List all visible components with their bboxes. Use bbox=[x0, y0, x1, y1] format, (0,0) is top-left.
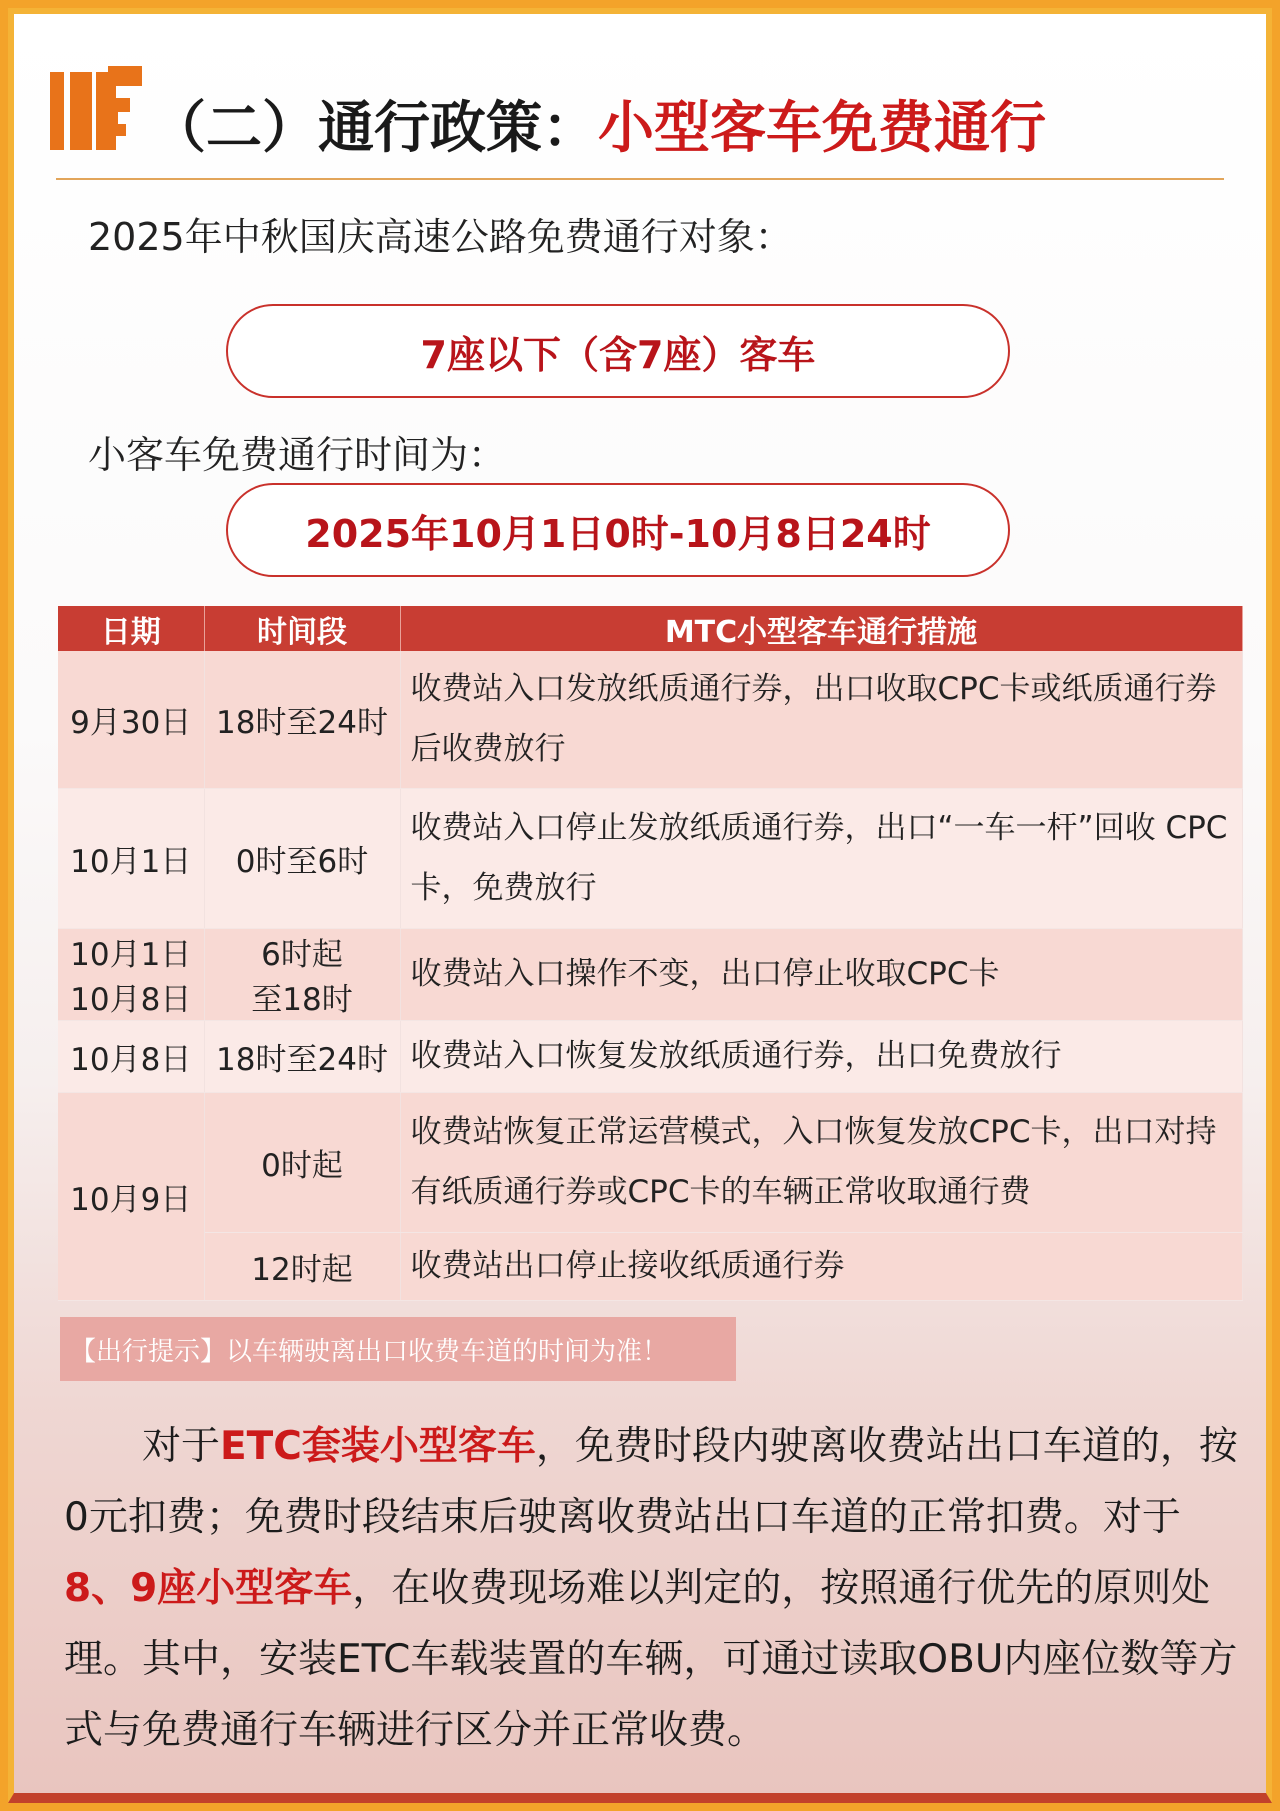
table-row bbox=[58, 788, 1242, 928]
date-cell: 10月1日 bbox=[58, 928, 204, 974]
free-time-pill: 2025年10月1日0时-10月8日24时 bbox=[226, 483, 1010, 577]
period-cell: 18时至24时 bbox=[204, 1020, 400, 1092]
period-cell: 0时至6时 bbox=[204, 788, 400, 928]
travel-tip: 【出行提示】以车辆驶离出口收费车道的时间为准！ bbox=[60, 1317, 736, 1381]
measure-cell: 收费站入口恢复发放纸质通行券，出口免费放行 bbox=[400, 1020, 1242, 1092]
title-highlight: 小型客车免费通行 bbox=[598, 96, 1046, 161]
schedule-table bbox=[58, 606, 1243, 1301]
free-object-label: 2025年中秋国庆高速公路免费通行对象： bbox=[88, 215, 793, 259]
measure-cell: 收费站入口停止发放纸质通行券，出口“一车一杆”回收 CPC 卡，免费放行 bbox=[400, 788, 1242, 928]
period-cell: 6时起 bbox=[204, 928, 400, 974]
period-cell: 0时起 bbox=[204, 1092, 400, 1232]
table-row bbox=[58, 1232, 1242, 1300]
page-frame bbox=[8, 8, 1272, 1803]
table-row bbox=[58, 651, 1242, 788]
table-row bbox=[58, 928, 1242, 974]
para-text-3: ，在收费现场难以判定的，按照通行优先的原则处理。其中，安装ETC车载装置的车辆，可通过读取OBU内座位数等方式与免费通行车辆进行区分并正常收费。 bbox=[64, 1566, 1238, 1753]
para-highlight-seats: 8、9座小型客车 bbox=[64, 1566, 353, 1611]
period-cell: 至18时 bbox=[204, 974, 400, 1020]
free-time-label: 小客车免费通行时间为： bbox=[88, 433, 507, 477]
hand-pointer-icon bbox=[50, 64, 160, 164]
date-cell: 9月30日 bbox=[58, 651, 204, 788]
free-object-pill: 7座以下（含7座）客车 bbox=[226, 304, 1010, 398]
date-cell: 10月1日 bbox=[58, 788, 204, 928]
header-period: 时间段 bbox=[204, 606, 400, 651]
section-title bbox=[50, 64, 1230, 174]
date-cell: 10月8日 bbox=[58, 974, 204, 1020]
period-cell: 12时起 bbox=[204, 1232, 400, 1300]
period-cell: 18时至24时 bbox=[204, 651, 400, 788]
date-cell: 10月9日 bbox=[58, 1092, 204, 1300]
para-highlight-etc: ETC套装小型客车 bbox=[220, 1424, 536, 1469]
header-measure: MTC小型客车通行措施 bbox=[400, 606, 1242, 651]
table-header-row bbox=[58, 606, 1242, 651]
table-row bbox=[58, 1020, 1242, 1092]
measure-cell: 收费站入口发放纸质通行券，出口收取CPC卡或纸质通行券后收费放行 bbox=[400, 651, 1242, 788]
etc-paragraph bbox=[64, 1411, 1244, 1766]
header-date: 日期 bbox=[58, 606, 204, 651]
date-cell: 10月8日 bbox=[58, 1020, 204, 1092]
page-title bbox=[150, 84, 1046, 164]
measure-cell: 收费站入口操作不变，出口停止收取CPC卡 bbox=[400, 928, 1242, 1020]
title-divider bbox=[56, 178, 1224, 180]
para-text-1: 对于 bbox=[142, 1424, 221, 1469]
title-prefix: （二）通行政策： bbox=[150, 96, 598, 161]
table-row bbox=[58, 1092, 1242, 1232]
measure-cell: 收费站出口停止接收纸质通行券 bbox=[400, 1232, 1242, 1300]
measure-cell: 收费站恢复正常运营模式，入口恢复发放CPC卡，出口对持有纸质通行券或CPC卡的车辆正常收取通行费 bbox=[400, 1092, 1242, 1232]
para-text-2: ，免费时段内驶离收费站出口车道的，按0元扣费；免费时段结束后驶离收费站出口车道的正常扣费。对于 bbox=[64, 1424, 1238, 1540]
